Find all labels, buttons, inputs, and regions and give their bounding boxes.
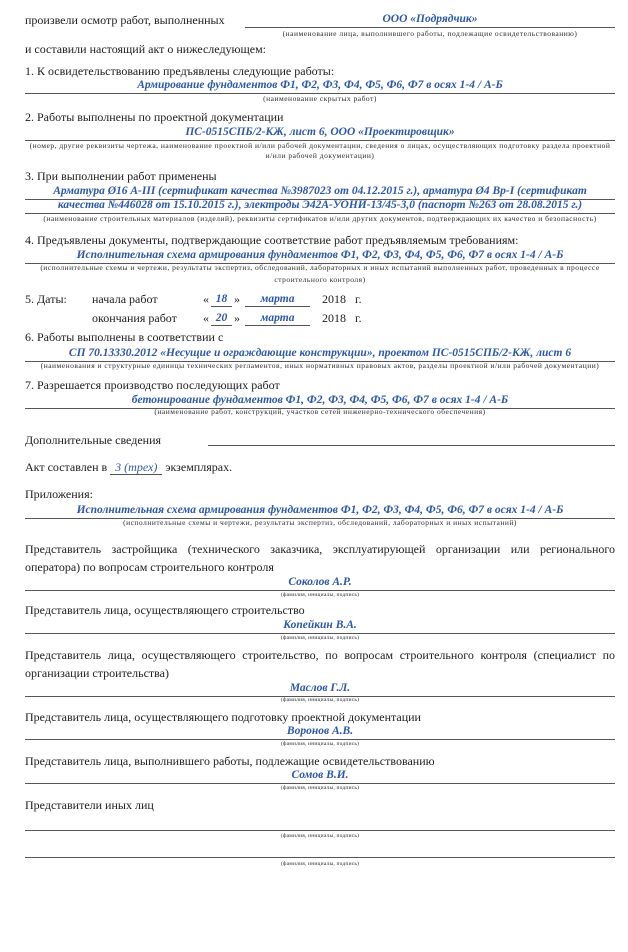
customer-rep-title-line-2: оператора) по вопросам строительного контроля xyxy=(25,560,274,574)
builder-control-rep-title-line-2: организации строительства) xyxy=(25,666,169,680)
other-rep-signature-field-1 xyxy=(25,815,615,831)
attachments-field: Исполнительная схема армирования фундаментов Ф1, Ф2, Ф3, Ф4, Ф5, Ф6, Ф7 в осях 1-4 / А-Б xyxy=(25,503,615,519)
copies-suffix: экземплярах. xyxy=(165,460,233,474)
copies-count-field: 3 (трех) xyxy=(110,461,162,475)
designer-rep-title: Представитель лица, осуществляющего подготовку проектной документации xyxy=(25,710,421,724)
documents-field: Исполнительная схема армирования фундаментов Ф1, Ф2, Ф3, Ф4, Ф5, Ф6, Ф7 в осях 1-4 / А-Б xyxy=(25,248,615,264)
start-date-label: начала работ xyxy=(92,292,158,306)
builder-rep-caption: (фамилия, инициалы, подпись) xyxy=(280,635,360,641)
customer-rep-title-line-1: Представитель застройщика (технического заказчика, эксплуатирующей организации или регионального xyxy=(25,542,615,556)
builder-control-rep-title-line-1: Представитель лица, осуществляющего строительство, по вопросам строительного контроля (специалист по xyxy=(25,648,615,662)
dates-end-row xyxy=(0,311,628,326)
design-field: ПС-0515СПБ/2-КЖ, лист 6, ООО «Проектировщик» xyxy=(25,125,615,141)
contractor-field: ООО «Подрядчик» xyxy=(245,12,615,28)
next-works-field: бетонирование фундаментов Ф1, Ф2, Ф3, Ф4, Ф5, Ф6, Ф7 в осях 1-4 / А-Б xyxy=(25,393,615,409)
builder-control-rep-caption: (фамилия, инициалы, подпись) xyxy=(280,697,360,703)
end-month-field: марта xyxy=(245,311,310,326)
other-rep-caption-2: (фамилия, инициалы, подпись) xyxy=(280,861,360,867)
start-open-quote: « xyxy=(203,292,209,306)
additional-info-label: Дополнительные сведения xyxy=(25,433,162,447)
copies-prefix: Акт составлен в xyxy=(25,460,108,474)
builder-control-rep-signature-field: Маслов Г.Л. xyxy=(25,681,615,697)
inspected-works-text: произвели осмотр работ, выполненных xyxy=(25,13,225,27)
materials-field-line-2: качества №446028 от 15.10.2015 г.), электроды Э42А-УОНИ-13/45-3,0 (паспорт №263 от 28.08.2015 г.) xyxy=(25,198,615,214)
documents-caption-line-1: (исполнительные схемы и чертежи, результаты экспертиз, обследований, лабораторных и иных испытаний выполненных работ, проведенных в процессе xyxy=(40,263,600,272)
intro-text: и составили настоящий акт о нижеследующем: xyxy=(25,42,267,56)
design-caption-line-2: и/или рабочей документации) xyxy=(265,151,375,160)
start-month-field: марта xyxy=(245,292,310,307)
dates-start-row xyxy=(0,292,628,307)
builder-rep-signature-field: Копейкин В.А. xyxy=(25,618,615,634)
other-reps-title: Представители иных лиц xyxy=(25,798,154,812)
end-close-quote: » xyxy=(234,311,240,325)
start-year: 2018 xyxy=(322,292,346,306)
designer-rep-caption: (фамилия, инициалы, подпись) xyxy=(280,741,360,747)
end-day-field: 20 xyxy=(211,311,232,326)
contractor-caption: (наименование лица, выполнившего работы, подлежащие освидетельствованию) xyxy=(282,29,578,38)
end-open-quote: « xyxy=(203,311,209,325)
works-field: Армирование фундаментов Ф1, Ф2, Ф3, Ф4, Ф5, Ф6, Ф7 в осях 1-4 / А-Б xyxy=(25,78,615,94)
works-label: 1. К освидетельствованию предъявлены следующие работы: xyxy=(25,64,335,78)
materials-caption: (наименование строительных материалов (изделий), реквизиты сертификатов и/или других документов, подтверждающих их качество и безопасность) xyxy=(43,214,597,223)
standards-label: 6. Работы выполнены в соответствии с xyxy=(25,330,224,344)
standards-field: СП 70.13330.2012 «Несущие и ограждающие конструкции», проектом ПС-0515СПБ/2-КЖ, лист 6 xyxy=(25,346,615,362)
documents-label: 4. Предъявлены документы, подтверждающие соответствие работ предъявляемым требованиям: xyxy=(25,233,519,247)
performer-rep-caption: (фамилия, инициалы, подпись) xyxy=(280,785,360,791)
start-day-field: 18 xyxy=(211,292,232,307)
next-works-label: 7. Разрешается производство последующих работ xyxy=(25,378,280,392)
start-year-unit: г. xyxy=(355,292,362,306)
performer-rep-signature-field: Сомов В.И. xyxy=(25,768,615,784)
standards-caption: (наименования и структурные единицы технических регламентов, иных нормативных правовых актов, разделы проектной и/или рабочей документации) xyxy=(40,361,600,370)
dates-label: 5. Даты: xyxy=(25,292,67,306)
materials-label: 3. При выполнении работ применены xyxy=(25,169,217,183)
end-date-label: окончания работ xyxy=(92,311,177,325)
end-year: 2018 xyxy=(322,311,346,325)
customer-rep-signature-field: Соколов А.Р. xyxy=(25,575,615,591)
performer-rep-title: Представитель лица, выполнившего работы, подлежащие освидетельствованию xyxy=(25,754,435,768)
start-close-quote: » xyxy=(234,292,240,306)
other-rep-signature-field-2 xyxy=(25,842,615,858)
works-caption: (наименование скрытых работ) xyxy=(263,94,377,103)
documents-caption-line-2: строительного контроля) xyxy=(274,275,366,284)
additional-info-field xyxy=(208,431,615,446)
other-rep-caption-1: (фамилия, инициалы, подпись) xyxy=(280,833,360,839)
designer-rep-signature-field: Воронов А.В. xyxy=(25,724,615,740)
next-works-caption: (наименование работ, конструкций, участков сетей инженерно-технического обеспечения) xyxy=(154,407,486,416)
customer-rep-caption: (фамилия, инициалы, подпись) xyxy=(280,592,360,598)
design-caption-line-1: (номер, другие реквизиты чертежа, наименование проектной и/или рабочей документации, сведения о лицах, осуществляющих подготовку раздела проектной xyxy=(29,141,611,150)
attachments-caption: (исполнительные схемы и чертежи, результаты экспертиз, обследований, лабораторных и иных испытаний) xyxy=(123,518,517,527)
copies-row xyxy=(25,460,232,475)
design-label: 2. Работы выполнены по проектной документации xyxy=(25,110,284,124)
attachments-label: Приложения: xyxy=(25,487,93,501)
builder-rep-title: Представитель лица, осуществляющего строительство xyxy=(25,603,305,617)
materials-field-line-1: Арматура Ø16 А-III (сертификат качества №3987023 от 04.12.2015 г.), арматура Ø4 Вр-I (сертификат xyxy=(25,184,615,200)
end-year-unit: г. xyxy=(355,311,362,325)
